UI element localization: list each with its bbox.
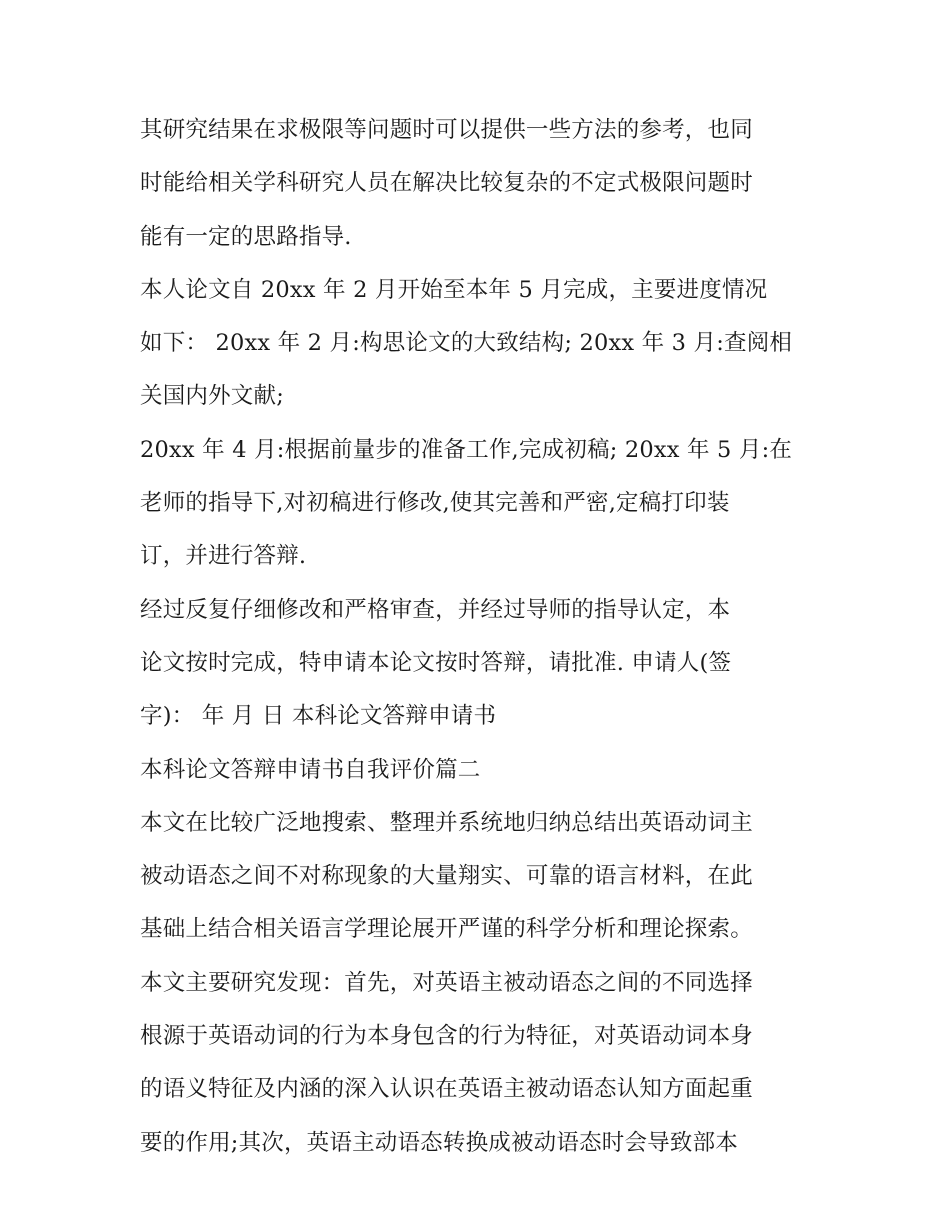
text-line: 基础上结合相关语言学理论展开严谨的科学分析和理论探索。 <box>140 916 753 943</box>
text-line: 字)： 年 月 日 本科论文答辩申请书 <box>140 703 497 730</box>
text-line: 被动语态之间不对称现象的大量翔实、可靠的语言材料，在此 <box>140 863 753 890</box>
text-line: 要的作用;其次，英语主动语态转换成被动语态时会导致部本 <box>140 1129 738 1156</box>
text-line: 关国内外文献; <box>140 383 284 410</box>
text-line: 论文按时完成，特申请本论文按时答辩，请批准. 申请人(签 <box>140 649 732 676</box>
text-line: 时能给相关学科研究人员在解决比较复杂的不定式极限问题时 <box>140 170 753 197</box>
text-line: 本文在比较广泛地搜索、整理并系统地归纳总结出英语动词主 <box>140 809 753 836</box>
text-line: 其研究结果在求极限等问题时可以提供一些方法的参考，也同 <box>140 117 753 143</box>
text-line: 经过反复仔细修改和严格审查，并经过导师的指导认定，本 <box>140 596 731 623</box>
text-line: 本人论文自 20xx 年 2 月开始至本年 5 月完成，主要进度情况 <box>140 276 768 303</box>
text-line: 能有一定的思路指导. <box>140 223 352 250</box>
text-line: 如下： 20xx 年 2 月:构思论文的大致结构; 20xx 年 3 月:查阅相 <box>140 330 793 357</box>
text-line: 订，并进行答辩. <box>140 543 307 570</box>
document-body <box>140 104 830 1170</box>
text-line: 的语义特征及内涵的深入认识在英语主被动语态认知方面起重 <box>140 1076 753 1103</box>
text-line: 根源于英语动词的行为本身包含的行为特征，对英语动词本身 <box>140 1023 753 1050</box>
text-line: 本文主要研究发现：首先，对英语主被动语态之间的不同选择 <box>140 969 753 996</box>
section-heading: 本科论文答辩申请书自我评价篇二 <box>140 756 481 783</box>
text-line: 老师的指导下,对初稿进行修改,使其完善和严密,定稿打印装 <box>140 490 730 517</box>
text-line: 20xx 年 4 月:根据前量步的准备工作,完成初稿; 20xx 年 5 月:在 <box>140 436 793 463</box>
